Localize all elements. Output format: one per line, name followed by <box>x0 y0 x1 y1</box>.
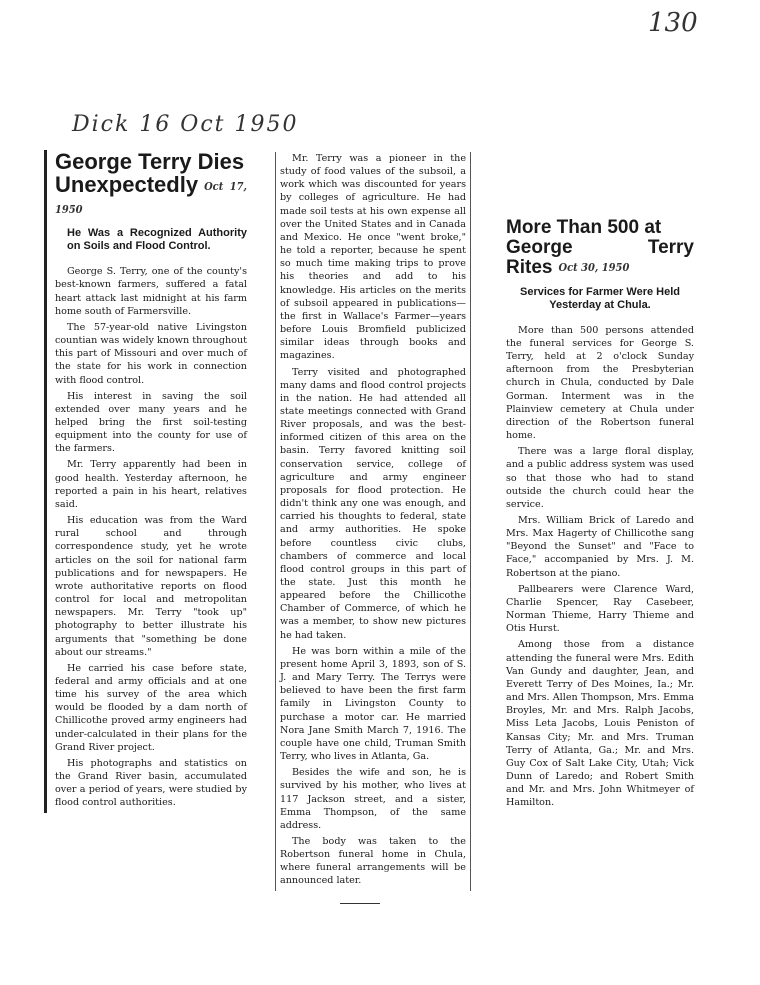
handwritten-funeral-date: Oct 30, 1950 <box>558 261 630 275</box>
funeral-paragraph: Mrs. William Brick of Laredo and Mrs. Max Hagerty of Chillicothe sang "Beyond the Sunset" and "Face to Face," accompanied by Mrs. J. M. Robertson at the piano. <box>506 515 694 579</box>
obituary-headline-line-1: George Terry Dies <box>55 149 245 174</box>
funeral-headline-line-2 <box>506 238 694 278</box>
funeral-paragraph: More than 500 persons attended the funeral services for George S. Terry, held at 2 o'clock Sunday afternoon from the Presbyterian church in Chula, conducted by Dale Gorman. Interment was in the Plainview cemetery at Chula under direction of the Robertson funeral home. <box>506 324 694 442</box>
funeral-subhead: Services for Farmer Were Held Yesterday at Chula. <box>520 285 680 311</box>
column-end-rule <box>340 903 380 904</box>
obituary-subhead: He Was a Recognized Authority on Soils and Flood Control. <box>67 227 247 253</box>
obituary-paragraph: His education was from the Ward rural school and through correspondence study, yet he wrote articles on the soil for national farm publications and for newspapers. He wrote authoritative reports on flood control for local and metropolitan newspapers. Mr. Terry "took up" photography to better illustrate his arguments that "something be done about our streams." <box>55 515 247 658</box>
funeral-clipping <box>506 218 694 812</box>
continuation-paragraph: Mr. Terry was a pioneer in the study of food values of the subsoil, a work which was discounted for years by colleges of agriculture. He had made soil tests at his own expense all over the United States and in Canada and Mexico. He once "went broke," he told a reporter, because he spent so much time making trips to prove his theories and add to his knowledge. His articles on the merits of subsoil appeared in publications—the first in Wallace's Farmer—years before Louis Bromfield publicized similar ideas through books and magazines. <box>280 153 466 362</box>
obituary-paragraph: He carried his case before state, federal and army officials and at one time his survey of the area which would be flooded by a dam north of Chillicothe proved army engineers had under-calculated in their plans for the Grand River project. <box>55 662 247 753</box>
continuation-paragraph: Besides the wife and son, he is survived by his mother, who lives at 117 Jackson street, and a sister, Emma Thompson, of the same address. <box>280 767 466 831</box>
handwritten-source-date: Dick 16 Oct 1950 <box>72 112 299 137</box>
continuation-paragraph: He was born within a mile of the present home April 3, 1893, son of S. J. and Mary Terry. The Terrys were believed to have been the first farm family in Livingston County to purchase a motor car. He married Nora Jane Smith March 7, 1916. The couple have one child, Truman Smith Terry, who lives in Atlanta, Ga. <box>280 645 466 763</box>
continuation-paragraph: Terry visited and photographed many dams and flood control projects in the nation. He had attended all state meetings connected with Grand River proposals, and was the best-informed citizen of this area on the basin. Terry favored knitting soil conservation service, college of agriculture and army engineer proposals for flood protection. He didn't think any one was enough, and carried his thoughts to federal, state and army authorities. He spoke before countless civic clubs, chambers of commerce and local flood control groups in this part of the state. Just this month he appeared before the Chillicothe Chamber of Commerce, of which he was a member, to show new pictures he had taken. <box>280 366 466 641</box>
funeral-paragraph: There was a large floral display, and a public address system was used so that those who had to stand outside the church could hear the service. <box>506 446 694 510</box>
obituary-paragraph: The 57-year-old native Livingston countian was widely known throughout this part of Missouri and over much of the state for his work in connection with flood control. <box>55 321 247 386</box>
funeral-headline-text: George Terry Rites <box>506 236 694 278</box>
obituary-paragraph: His photographs and statistics on the Grand River basin, accumulated over a period of years, were studied by flood control authorities. <box>55 757 247 809</box>
obituary-paragraph: Mr. Terry apparently had been in good health. Yesterday afternoon, he reported a pain in his heart, relatives said. <box>55 459 247 510</box>
obituary-headline-line-2 <box>55 173 247 219</box>
funeral-paragraph: Pallbearers were Clarence Ward, Charlie Spencer, Ray Casebeer, Norman Thieme, Harry Thieme and Otis Hurst. <box>506 583 694 635</box>
obituary-clipping <box>44 150 247 813</box>
funeral-headline-line-1: More Than 500 at <box>506 217 662 238</box>
obituary-paragraph: George S. Terry, one of the county's best-known farmers, suffered a fatal heart attack last midnight at his farm home south of Farmersville. <box>55 266 247 317</box>
obituary-continuation-column <box>275 152 471 891</box>
funeral-paragraph: Among those from a distance attending the funeral were Mrs. Edith Van Gundy and daughter, Jean, and Everett Terry of Des Moines, Ia.; Mr. and Mrs. Allen Thompson, Mrs. Emma Broyles, Mr. and Mrs. Ralph Jacobs, Miss Leta Jacobs, Louis Peniston of Kansas City; Mr. and Mrs. Truman Terry of Atlanta, Ga.; Mr. and Mrs. Guy Cox of Salt Lake City, Utah; Vick Dunn of Laredo; and Robert Smith and Mr. and Mrs. John Whitmeyer of Hamilton. <box>506 639 694 809</box>
obituary-headline-text: Unexpectedly <box>55 172 199 198</box>
obituary-paragraph: His interest in saving the soil extended over many years and he helped bring the first soil-testing equipment into the county for use of the farmers. <box>55 390 247 455</box>
page-number: 130 <box>648 8 698 38</box>
handwritten-obit-date: Oct 17, 1950 <box>55 179 247 216</box>
continuation-paragraph: The body was taken to the Robertson funeral home in Chula, where funeral arrangements will be announced later. <box>280 835 466 887</box>
